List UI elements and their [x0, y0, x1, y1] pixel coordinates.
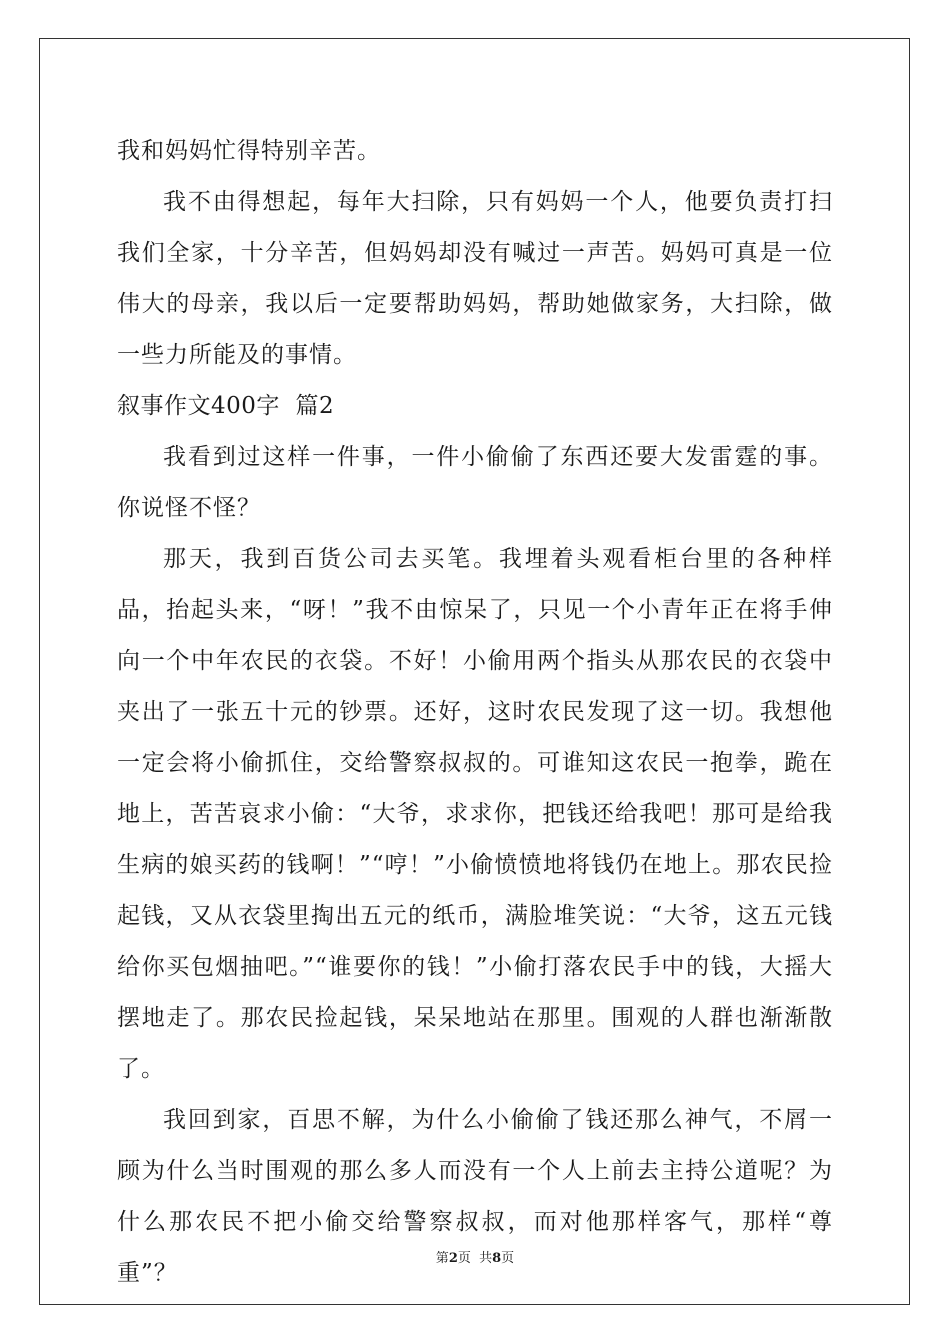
footer-mid: 页 共	[457, 1251, 493, 1266]
paragraph: 那天，我到百货公司去买笔。我埋着头观看柜台里的各种样品，抬起头来，“呀！”我不由惊呆了，只见一个小青年正在将手伸向一个中年农民的衣袋。不好！小偷用两个指头从那农民的衣袋中夹出了一张五十元的钞票。还好，这时农民发现了这一切。我想他一定会将小偷抓住，交给警察叔叔的。可谁知这农民一抱拳，跪在地上，苦苦哀求小偷：“大爷，求求你，把钱还给我吧！那可是给我生病的娘买药的钱啊！”“哼！”小偷愤愤地将钱仍在地上。那农民捡起钱，又从衣袋里掏出五元的纸币，满脸堆笑说：“大爷，这五元钱给你买包烟抽吧。”“谁要你的钱！”小偷打落农民手中的钱，大摇大摆地走了。那农民捡起钱，呆呆地站在那里。围观的人群也渐渐散了。	[117, 546, 833, 1082]
footer-suffix: 页	[501, 1251, 515, 1266]
current-page-number: 2	[448, 1251, 458, 1266]
section-heading: 叙事作文400字 篇2	[117, 393, 335, 419]
paragraph: 我看到过这样一件事，一件小偷偷了东西还要大发雷霆的事。你说怪不怪？	[117, 444, 833, 521]
footer-prefix: 第	[435, 1251, 449, 1266]
document-body	[117, 126, 833, 1299]
paragraph: 我不由得想起，每年大扫除，只有妈妈一个人，他要负责打扫我们全家，十分辛苦，但妈妈却没有喊过一声苦。妈妈可真是一位伟大的母亲，我以后一定要帮助妈妈，帮助她做家务，大扫除，做一些力所能及的事情。	[117, 189, 833, 368]
page-footer	[0, 1247, 950, 1266]
total-page-number: 8	[492, 1251, 502, 1266]
paragraph: 我回到家，百思不解，为什么小偷偷了钱还那么神气，不屑一顾为什么当时围观的那么多人而没有一个人上前去主持公道呢？为什么那农民不把小偷交给警察叔叔，而对他那样客气，那样“尊重”？	[117, 1107, 833, 1286]
paragraph: 我和妈妈忙得特别辛苦。	[117, 138, 381, 164]
